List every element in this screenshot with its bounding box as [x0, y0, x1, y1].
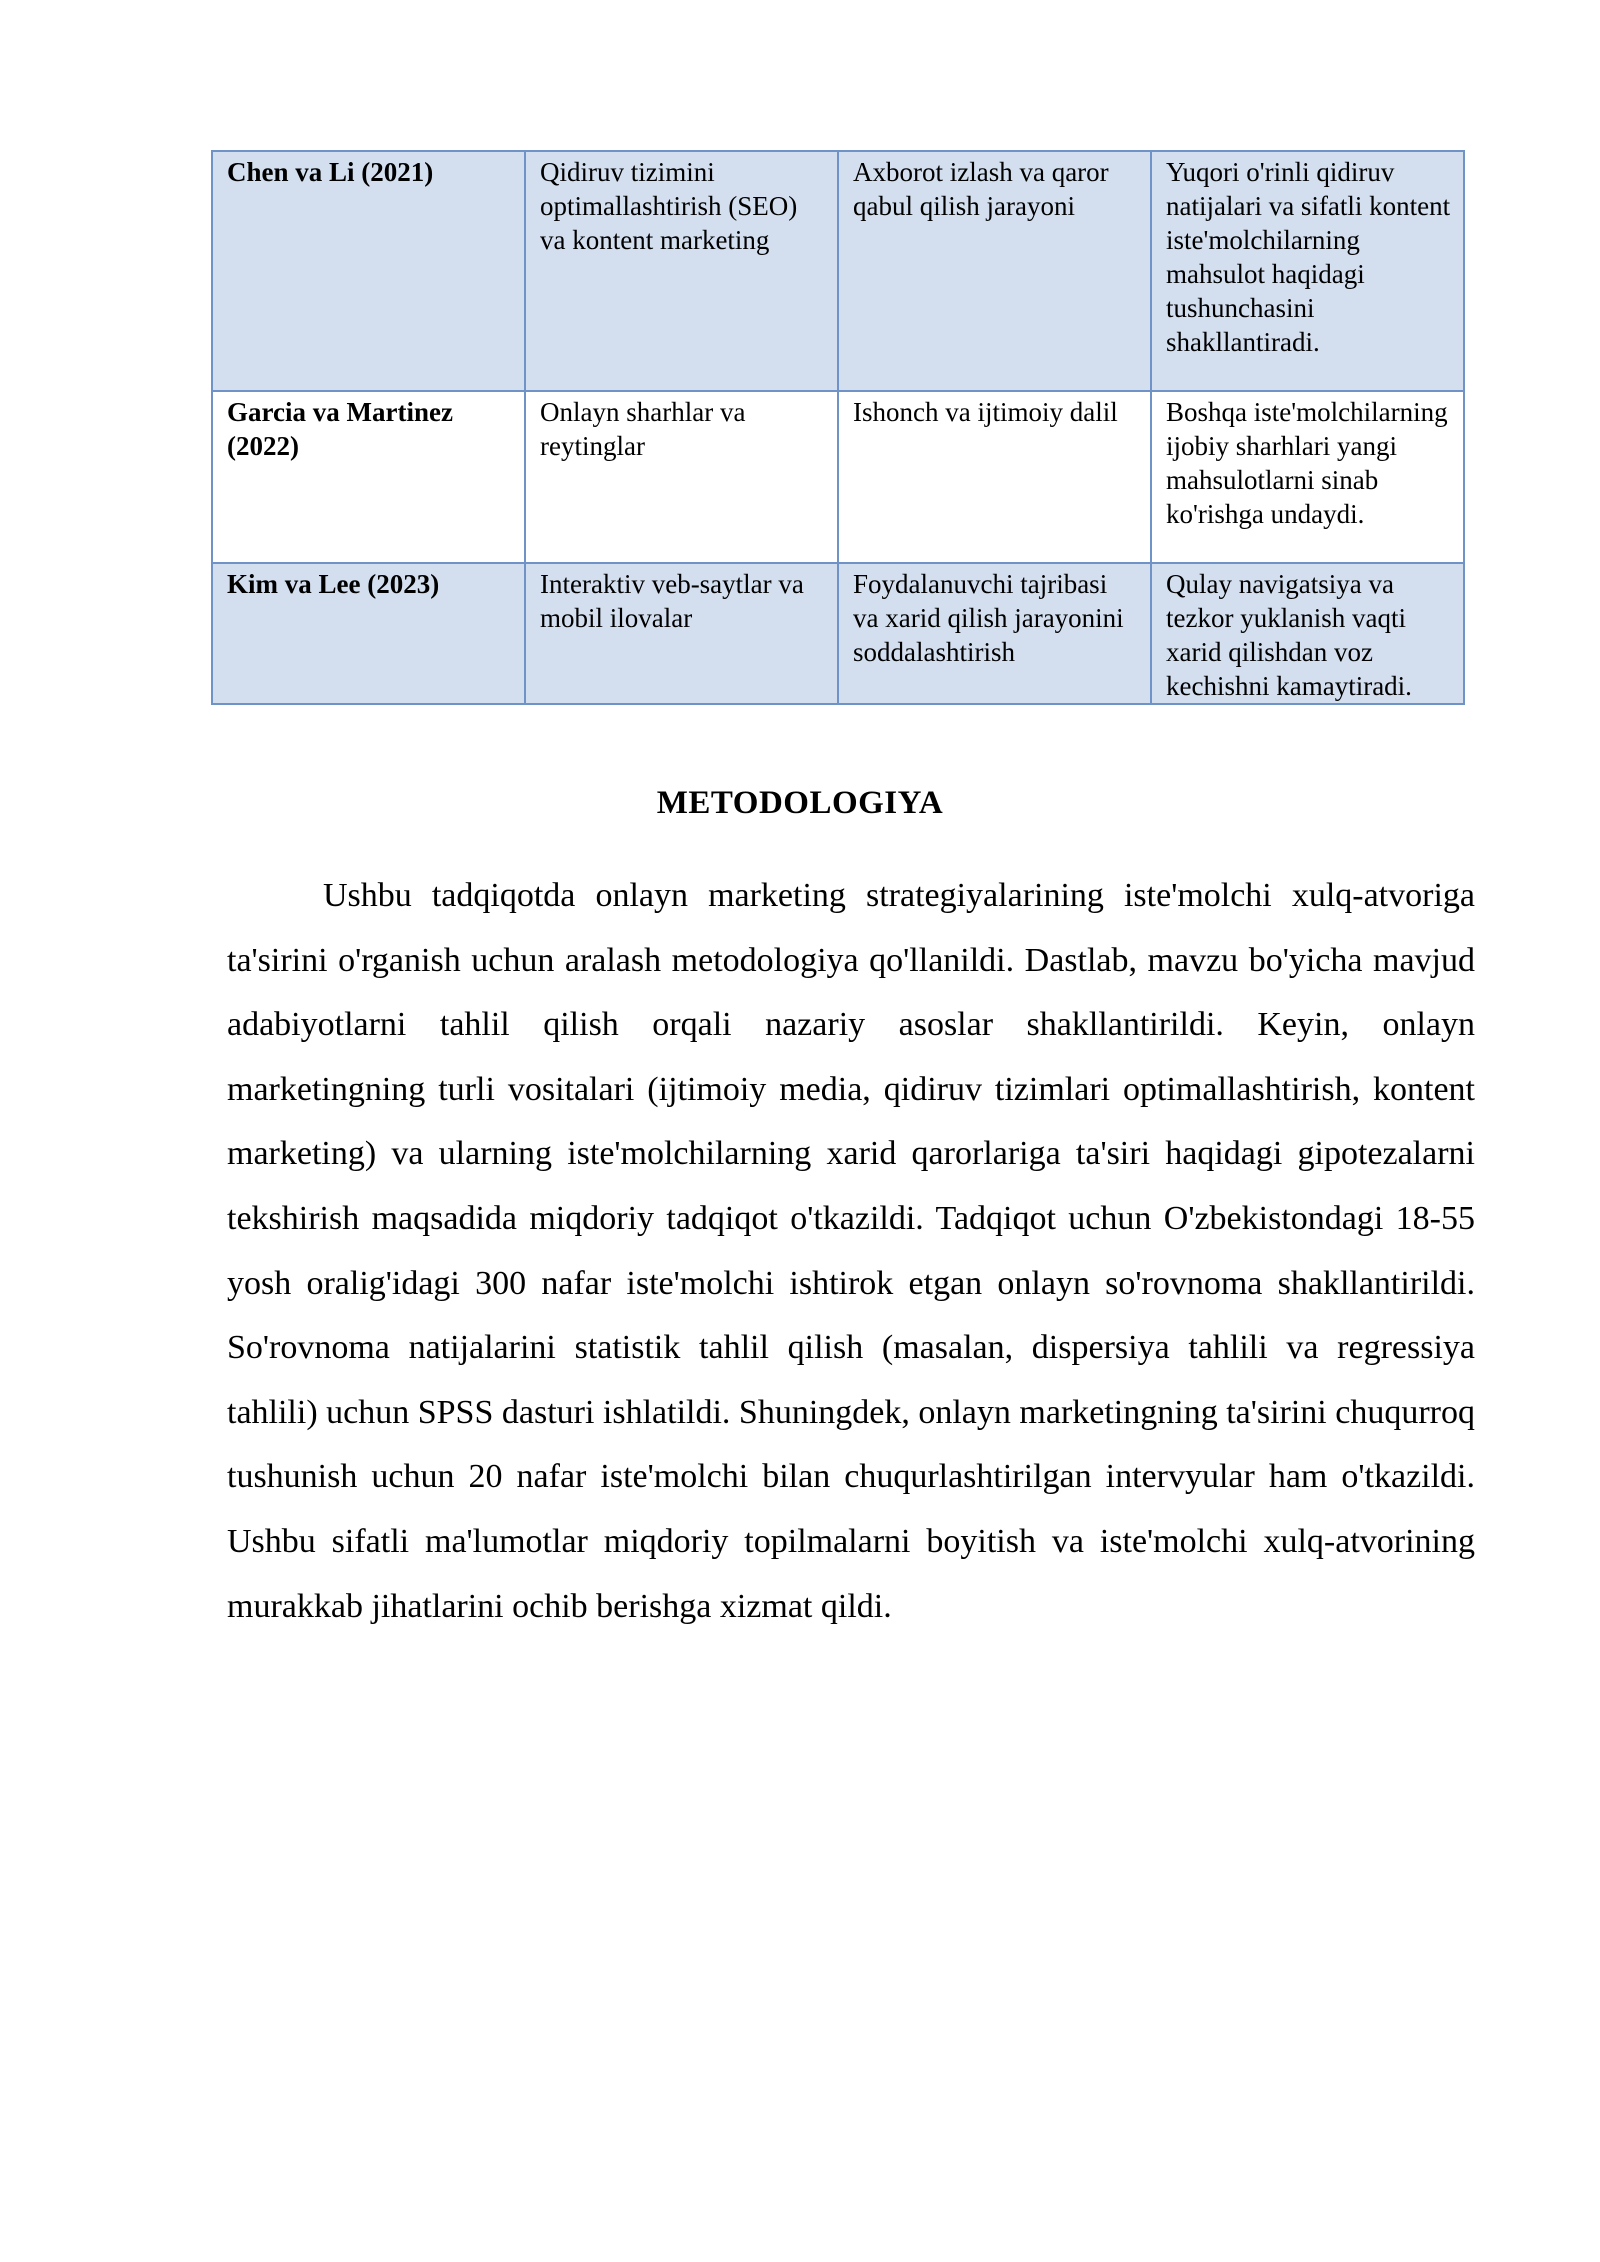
table-cell-factor: Axborot izlash va qaror qabul qilish jarayoni	[838, 151, 1151, 391]
author-text: Garcia va Martinez (2022)	[227, 397, 453, 461]
table-row	[212, 391, 1464, 563]
table-cell-author	[212, 151, 525, 391]
table-cell-author	[212, 391, 525, 563]
table-cell-strategy: Interaktiv veb-saytlar va mobil ilovalar	[525, 563, 838, 704]
table-row	[212, 563, 1464, 704]
table-cell-factor: Foydalanuvchi tajribasi va xarid qilish jarayonini soddalashtirish	[838, 563, 1151, 704]
table-cell-finding: Boshqa iste'molchilarning ijobiy sharhlari yangi mahsulotlarni sinab ko'rishga undaydi.	[1151, 391, 1464, 563]
literature-review-table	[211, 150, 1465, 705]
table-cell-author	[212, 563, 525, 704]
author-text: Kim va Lee (2023)	[227, 569, 440, 599]
table-cell-factor: Ishonch va ijtimoiy dalil	[838, 391, 1151, 563]
methodology-paragraph: Ushbu tadqiqotda onlayn marketing strategiyalarining iste'molchi xulq-atvoriga ta'sirini o'rganish uchun aralash metodologiya qo'llanildi. Dastlab, mavzu bo'yicha mavjud adabiyotlarni tahlil qilish orqali nazariy asoslar shakllantirildi. Keyin, onlayn marketingning turli vositalari (ijtimoiy media, qidiruv tizimlari optimallashtirish, kontent marketing) va ularning iste'molchilarning xarid qarorlariga ta'siri haqidagi gipotezalarni tekshirish maqsadida miqdoriy tadqiqot o'tkazildi. Tadqiqot uchun O'zbekistondagi 18-55 yosh oralig'idagi 300 nafar iste'molchi ishtirok etgan onlayn so'rovnoma shakllantirildi. So'rovnoma natijalarini statistik tahlil qilish (masalan, dispersiya tahlili va regressiya tahlili) uchun SPSS dasturi ishlatildi. Shuningdek, onlayn marketingning ta'sirini chuqurroq tushunish uchun 20 nafar iste'molchi bilan chuqurlashtirilgan intervyular ham o'tkazildi. Ushbu sifatli ma'lumotlar miqdoriy topilmalarni boyitish va iste'molchi xulq-atvorining murakkab jihatlarini ochib berishga xizmat qildi.	[227, 877, 1475, 1625]
table-row	[212, 151, 1464, 391]
table-cell-strategy: Onlayn sharhlar va reytinglar	[525, 391, 838, 563]
table-cell-finding: Qulay navigatsiya va tezkor yuklanish vaqti xarid qilishdan voz kechishni kamaytiradi.	[1151, 563, 1464, 704]
author-text: Chen va Li (2021)	[227, 157, 434, 187]
table-cell-strategy: Qidiruv tizimini optimallashtirish (SEO) va kontent marketing	[525, 151, 838, 391]
section-heading: METODOLOGIYA	[656, 785, 944, 821]
table-cell-finding: Yuqori o'rinli qidiruv natijalari va sifatli kontent iste'molchilarning mahsulot haqidagi tushunchasini shakllantiradi.	[1151, 151, 1464, 391]
